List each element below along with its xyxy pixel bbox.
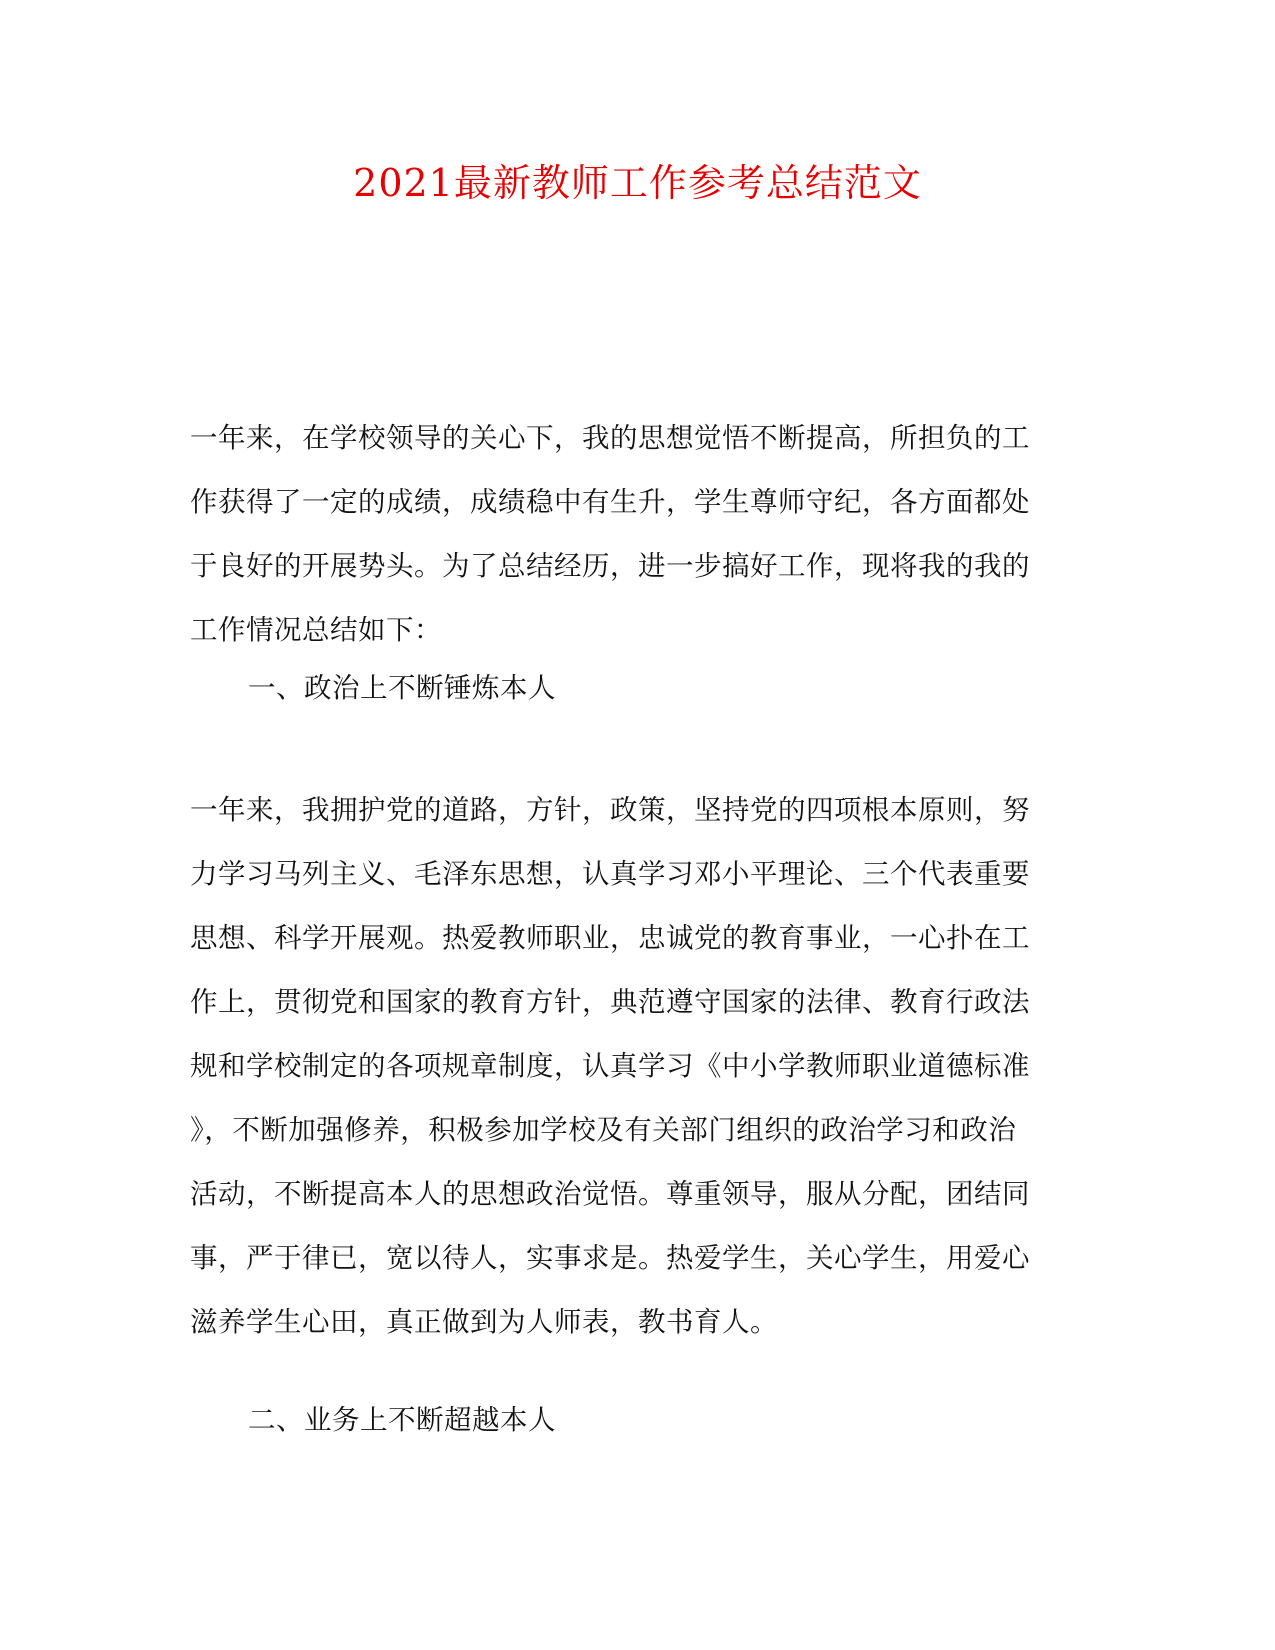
paragraph-line: 一年来，在学校领导的关心下，我的思想觉悟不断提高，所担负的工 bbox=[190, 422, 1030, 454]
paragraph-line: 规和学校制定的各项规章制度，认真学习《中小学教师职业道德标准 bbox=[190, 1050, 1030, 1082]
document-title: 2021最新教师工作参考总结范文 bbox=[353, 161, 922, 205]
paragraph-line: 活动，不断提高本人的思想政治觉悟。尊重领导，服从分配，团结同 bbox=[190, 1178, 1030, 1210]
paragraph-line: 事，严于律已，宽以待人，实事求是。热爱学生，关心学生，用爱心 bbox=[190, 1242, 1030, 1274]
paragraph-line: 思想、科学开展观。热爱教师职业，忠诚党的教育事业，一心扑在工 bbox=[190, 922, 1030, 954]
paragraph-line: 滋养学生心田，真正做到为人师表，教书育人。 bbox=[190, 1306, 778, 1338]
paragraph-line: 力学习马列主义、毛泽东思想，认真学习邓小平理论、三个代表重要 bbox=[190, 858, 1030, 890]
section-heading-politics: 一、政治上不断锤炼本人 bbox=[248, 672, 556, 704]
section-heading-business: 二、业务上不断超越本人 bbox=[248, 1404, 556, 1436]
paragraph-line: 》，不断加强修养，积极参加学校及有关部门组织的政治学习和政治 bbox=[190, 1114, 1017, 1146]
paragraph-line: 工作情况总结如下： bbox=[190, 614, 442, 646]
paragraph-politics bbox=[190, 778, 1070, 1354]
paragraph-line: 作获得了一定的成绩，成绩稳中有生升，学生尊师守纪，各方面都处 bbox=[190, 486, 1030, 518]
paragraph-line: 于良好的开展势头。为了总结经历，进一步搞好工作，现将我的我的 bbox=[190, 550, 1030, 582]
paragraph-line: 一年来，我拥护党的道路，方针，政策，坚持党的四项根本原则，努 bbox=[190, 794, 1030, 826]
paragraph-intro bbox=[190, 406, 1070, 662]
paragraph-line: 作上，贯彻党和国家的教育方针，典范遵守国家的法律、教育行政法 bbox=[190, 986, 1030, 1018]
